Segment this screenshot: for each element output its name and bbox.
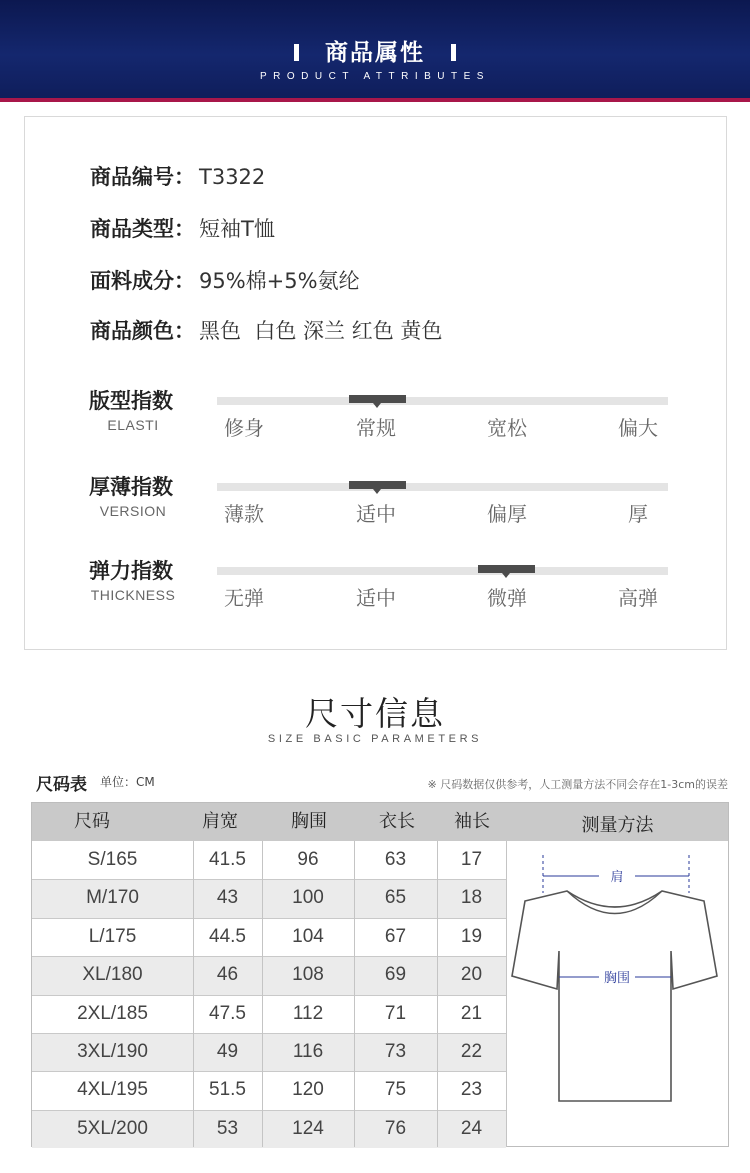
- table-cell: 116: [292, 1041, 324, 1062]
- header-sleeve: 袖长: [454, 811, 490, 832]
- scale-option: 偏厚: [487, 502, 527, 526]
- table-row: [32, 918, 506, 956]
- table-cell: 23: [460, 1079, 483, 1101]
- row-divider: [32, 956, 506, 957]
- scale-stretch: [25, 555, 728, 615]
- col-divider: [193, 841, 194, 1147]
- table-row: [32, 956, 506, 994]
- header-method: 测量方法: [581, 815, 654, 836]
- title-bar-left: [294, 44, 299, 61]
- tshirt-outline: [512, 891, 717, 1101]
- header-size: 尺码: [74, 811, 110, 832]
- table-cell: 49: [216, 1041, 239, 1062]
- table-row: [32, 1110, 506, 1148]
- scale-marker-tip: [502, 573, 510, 578]
- scale-marker-tip: [373, 403, 381, 408]
- table-cell: 73: [384, 1041, 407, 1062]
- table-cell: XL/180: [82, 964, 143, 986]
- attr-label: 商品编号：: [90, 165, 195, 189]
- scale-title: 弹力指数: [89, 559, 173, 583]
- scale-thickness: [25, 471, 728, 531]
- size-table-unit: 单位：CM: [100, 775, 155, 789]
- table-cell: 20: [460, 964, 483, 986]
- table-cell: 46: [216, 964, 239, 986]
- scale-option: 薄款: [224, 502, 264, 526]
- table-cell: 24: [460, 1117, 483, 1139]
- measure-diagram: [507, 841, 728, 1147]
- table-cell: 100: [292, 887, 324, 909]
- table-cell: 41.5: [209, 849, 246, 870]
- scale-subtitle: VERSION: [99, 503, 167, 519]
- table-cell: 2XL/185: [77, 1002, 148, 1024]
- table-cell: 65: [384, 887, 407, 909]
- table-cell: 76: [384, 1117, 407, 1139]
- attr-label: 商品类型：: [90, 217, 195, 241]
- scale-option: 常规: [356, 416, 396, 440]
- scale-fit: [25, 385, 728, 445]
- title-bar-right: [451, 44, 456, 61]
- table-cell: 43: [216, 887, 239, 909]
- table-cell: 5XL/200: [77, 1117, 148, 1139]
- header-shoulder: 肩宽: [202, 811, 238, 832]
- table-cell: 69: [384, 964, 407, 986]
- scale-subtitle: ELASTI: [107, 417, 159, 433]
- table-row: [32, 879, 506, 917]
- attr-value: 短袖T恤: [199, 217, 275, 241]
- size-table: [31, 802, 729, 1147]
- scale-option: 偏大: [618, 416, 658, 440]
- table-cell: 120: [292, 1079, 324, 1101]
- table-cell: 104: [292, 925, 324, 947]
- attr-value: 95%棉+5%氨纶: [199, 269, 360, 293]
- row-divider: [32, 1110, 506, 1111]
- row-divider: [32, 995, 506, 996]
- header-length: 衣长: [379, 811, 415, 832]
- table-cell: 3XL/190: [77, 1041, 148, 1062]
- size-section-subtitle: SIZE BASIC PARAMETERS: [267, 733, 483, 745]
- attr-value: T3322: [199, 165, 266, 189]
- table-cell: 75: [384, 1079, 407, 1101]
- table-cell: 67: [384, 925, 407, 947]
- size-section-title: 尺寸信息: [305, 694, 445, 733]
- col-divider: [262, 841, 263, 1147]
- table-cell: S/165: [87, 849, 138, 870]
- shoulder-label: 肩: [610, 870, 624, 885]
- attributes-card: [24, 116, 727, 650]
- row-divider: [32, 879, 506, 880]
- table-cell: M/170: [86, 887, 139, 909]
- table-cell: 44.5: [209, 925, 246, 947]
- scale-track: [217, 397, 668, 405]
- scale-option: 高弹: [618, 586, 658, 610]
- banner-stripe: [0, 98, 750, 102]
- attr-label: 面料成分：: [90, 269, 195, 293]
- table-cell: 96: [297, 849, 319, 870]
- scale-option: 适中: [356, 586, 396, 610]
- table-cell: 21: [460, 1002, 483, 1024]
- scale-option: 适中: [356, 502, 396, 526]
- row-divider: [32, 1071, 506, 1072]
- scale-marker: [349, 481, 406, 489]
- row-divider: [32, 918, 506, 919]
- size-table-note: ※ 尺码数据仅供参考，人工测量方法不同会存在1-3cm的误差: [427, 778, 728, 791]
- attr-value: 黑色 白色 深兰 红色 黄色: [199, 319, 443, 343]
- scale-track: [217, 567, 668, 575]
- scale-option: 微弹: [487, 586, 527, 610]
- table-header-row: [32, 803, 728, 841]
- table-cell: 63: [384, 849, 407, 870]
- table-cell: 71: [384, 1002, 407, 1024]
- attr-colors: [90, 315, 442, 345]
- col-divider: [437, 841, 438, 1147]
- banner-title: [0, 34, 750, 67]
- table-cell: 22: [460, 1041, 483, 1062]
- table-row: [32, 995, 506, 1033]
- table-cell: 53: [216, 1117, 239, 1139]
- attr-item-type: [90, 213, 275, 243]
- banner-title-text: 商品属性: [325, 40, 425, 66]
- attr-label: 商品颜色：: [90, 319, 195, 343]
- scale-option: 修身: [224, 416, 264, 440]
- scale-subtitle: THICKNESS: [90, 587, 176, 603]
- table-cell: 17: [460, 849, 483, 870]
- table-cell: 47.5: [209, 1002, 246, 1024]
- banner-subtitle: PRODUCT ATTRIBUTES: [260, 71, 490, 82]
- table-cell: 51.5: [209, 1079, 246, 1101]
- scale-marker-tip: [373, 489, 381, 494]
- attr-fabric: [90, 265, 360, 295]
- size-table-label: 尺码表: [36, 775, 87, 795]
- table-cell: 19: [460, 925, 483, 947]
- scale-option: 无弹: [224, 586, 264, 610]
- row-divider: [32, 1033, 506, 1034]
- scale-track: [217, 483, 668, 491]
- scale-title: 厚薄指数: [89, 475, 173, 499]
- table-row: [32, 841, 506, 879]
- table-cell: L/175: [88, 925, 137, 947]
- table-cell: 112: [292, 1002, 324, 1024]
- col-divider: [354, 841, 355, 1147]
- scale-title: 版型指数: [89, 389, 173, 413]
- chest-label: 胸围: [603, 971, 631, 986]
- scale-option: 厚: [628, 502, 648, 526]
- tshirt-diagram-icon: [507, 841, 728, 1147]
- table-cell: 18: [460, 887, 483, 909]
- header-chest: 胸围: [291, 811, 327, 832]
- attr-item-code: [90, 161, 265, 191]
- scale-marker: [349, 395, 406, 403]
- scale-marker: [478, 565, 535, 573]
- table-cell: 124: [292, 1117, 324, 1139]
- scale-option: 宽松: [487, 416, 527, 440]
- table-cell: 4XL/195: [77, 1079, 148, 1101]
- table-row: [32, 1071, 506, 1109]
- table-cell: 108: [292, 964, 324, 986]
- table-row: [32, 1033, 506, 1071]
